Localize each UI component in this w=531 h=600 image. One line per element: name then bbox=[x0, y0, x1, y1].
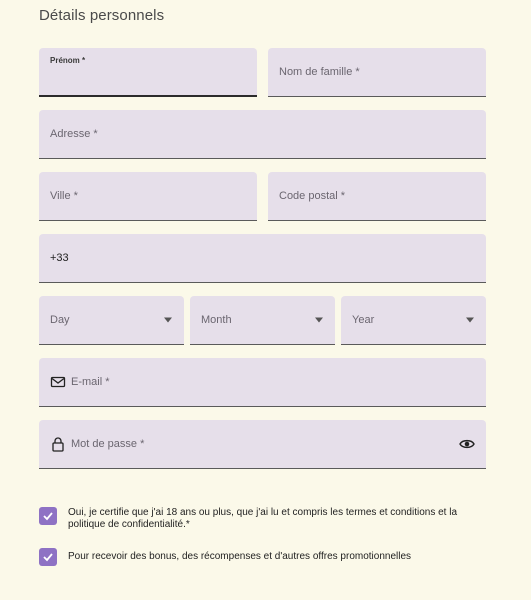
terms-checkbox[interactable] bbox=[39, 507, 57, 525]
check-icon bbox=[42, 551, 54, 563]
promo-checkbox-label: Pour recevoir des bonus, des récompenses et d'autres offres promotionnelles bbox=[68, 551, 412, 562]
address-field[interactable] bbox=[39, 110, 486, 159]
last-name-label: Nom de famille * bbox=[279, 66, 360, 78]
city-field[interactable] bbox=[39, 172, 257, 221]
chevron-down-icon bbox=[466, 318, 474, 323]
last-name-field[interactable] bbox=[268, 48, 486, 97]
phone-value: +33 bbox=[50, 252, 69, 264]
eye-icon[interactable] bbox=[459, 436, 475, 452]
city-label: Ville * bbox=[50, 190, 78, 202]
lock-icon bbox=[50, 436, 66, 452]
birth-year-select[interactable] bbox=[341, 296, 486, 345]
password-field[interactable] bbox=[39, 420, 486, 469]
first-name-field[interactable] bbox=[39, 48, 257, 97]
terms-checkbox-label: Oui, je certifie que j'ai 18 ans ou plus, que j'ai lu et compris les termes et conditions et la politique de confidentialité.* bbox=[68, 507, 458, 530]
email-field[interactable] bbox=[39, 358, 486, 407]
chevron-down-icon bbox=[164, 318, 172, 323]
mail-icon bbox=[50, 374, 66, 390]
email-label: E-mail * bbox=[71, 376, 110, 388]
chevron-down-icon bbox=[315, 318, 323, 323]
terms-consent-row bbox=[39, 507, 469, 531]
promo-consent-row bbox=[39, 548, 469, 566]
birth-month-label: Month bbox=[201, 314, 232, 326]
promo-checkbox[interactable] bbox=[39, 548, 57, 566]
phone-field[interactable] bbox=[39, 234, 486, 283]
address-label: Adresse * bbox=[50, 128, 98, 140]
section-title: Détails personnels bbox=[39, 7, 165, 24]
birth-year-label: Year bbox=[352, 314, 375, 326]
first-name-label: Prénom * bbox=[50, 56, 86, 65]
birth-month-select[interactable] bbox=[190, 296, 335, 345]
birth-day-label: Day bbox=[50, 314, 70, 326]
check-icon bbox=[42, 510, 54, 522]
postal-code-field[interactable] bbox=[268, 172, 486, 221]
password-label: Mot de passe * bbox=[71, 438, 145, 450]
postal-code-label: Code postal * bbox=[279, 190, 346, 202]
birth-day-select[interactable] bbox=[39, 296, 184, 345]
